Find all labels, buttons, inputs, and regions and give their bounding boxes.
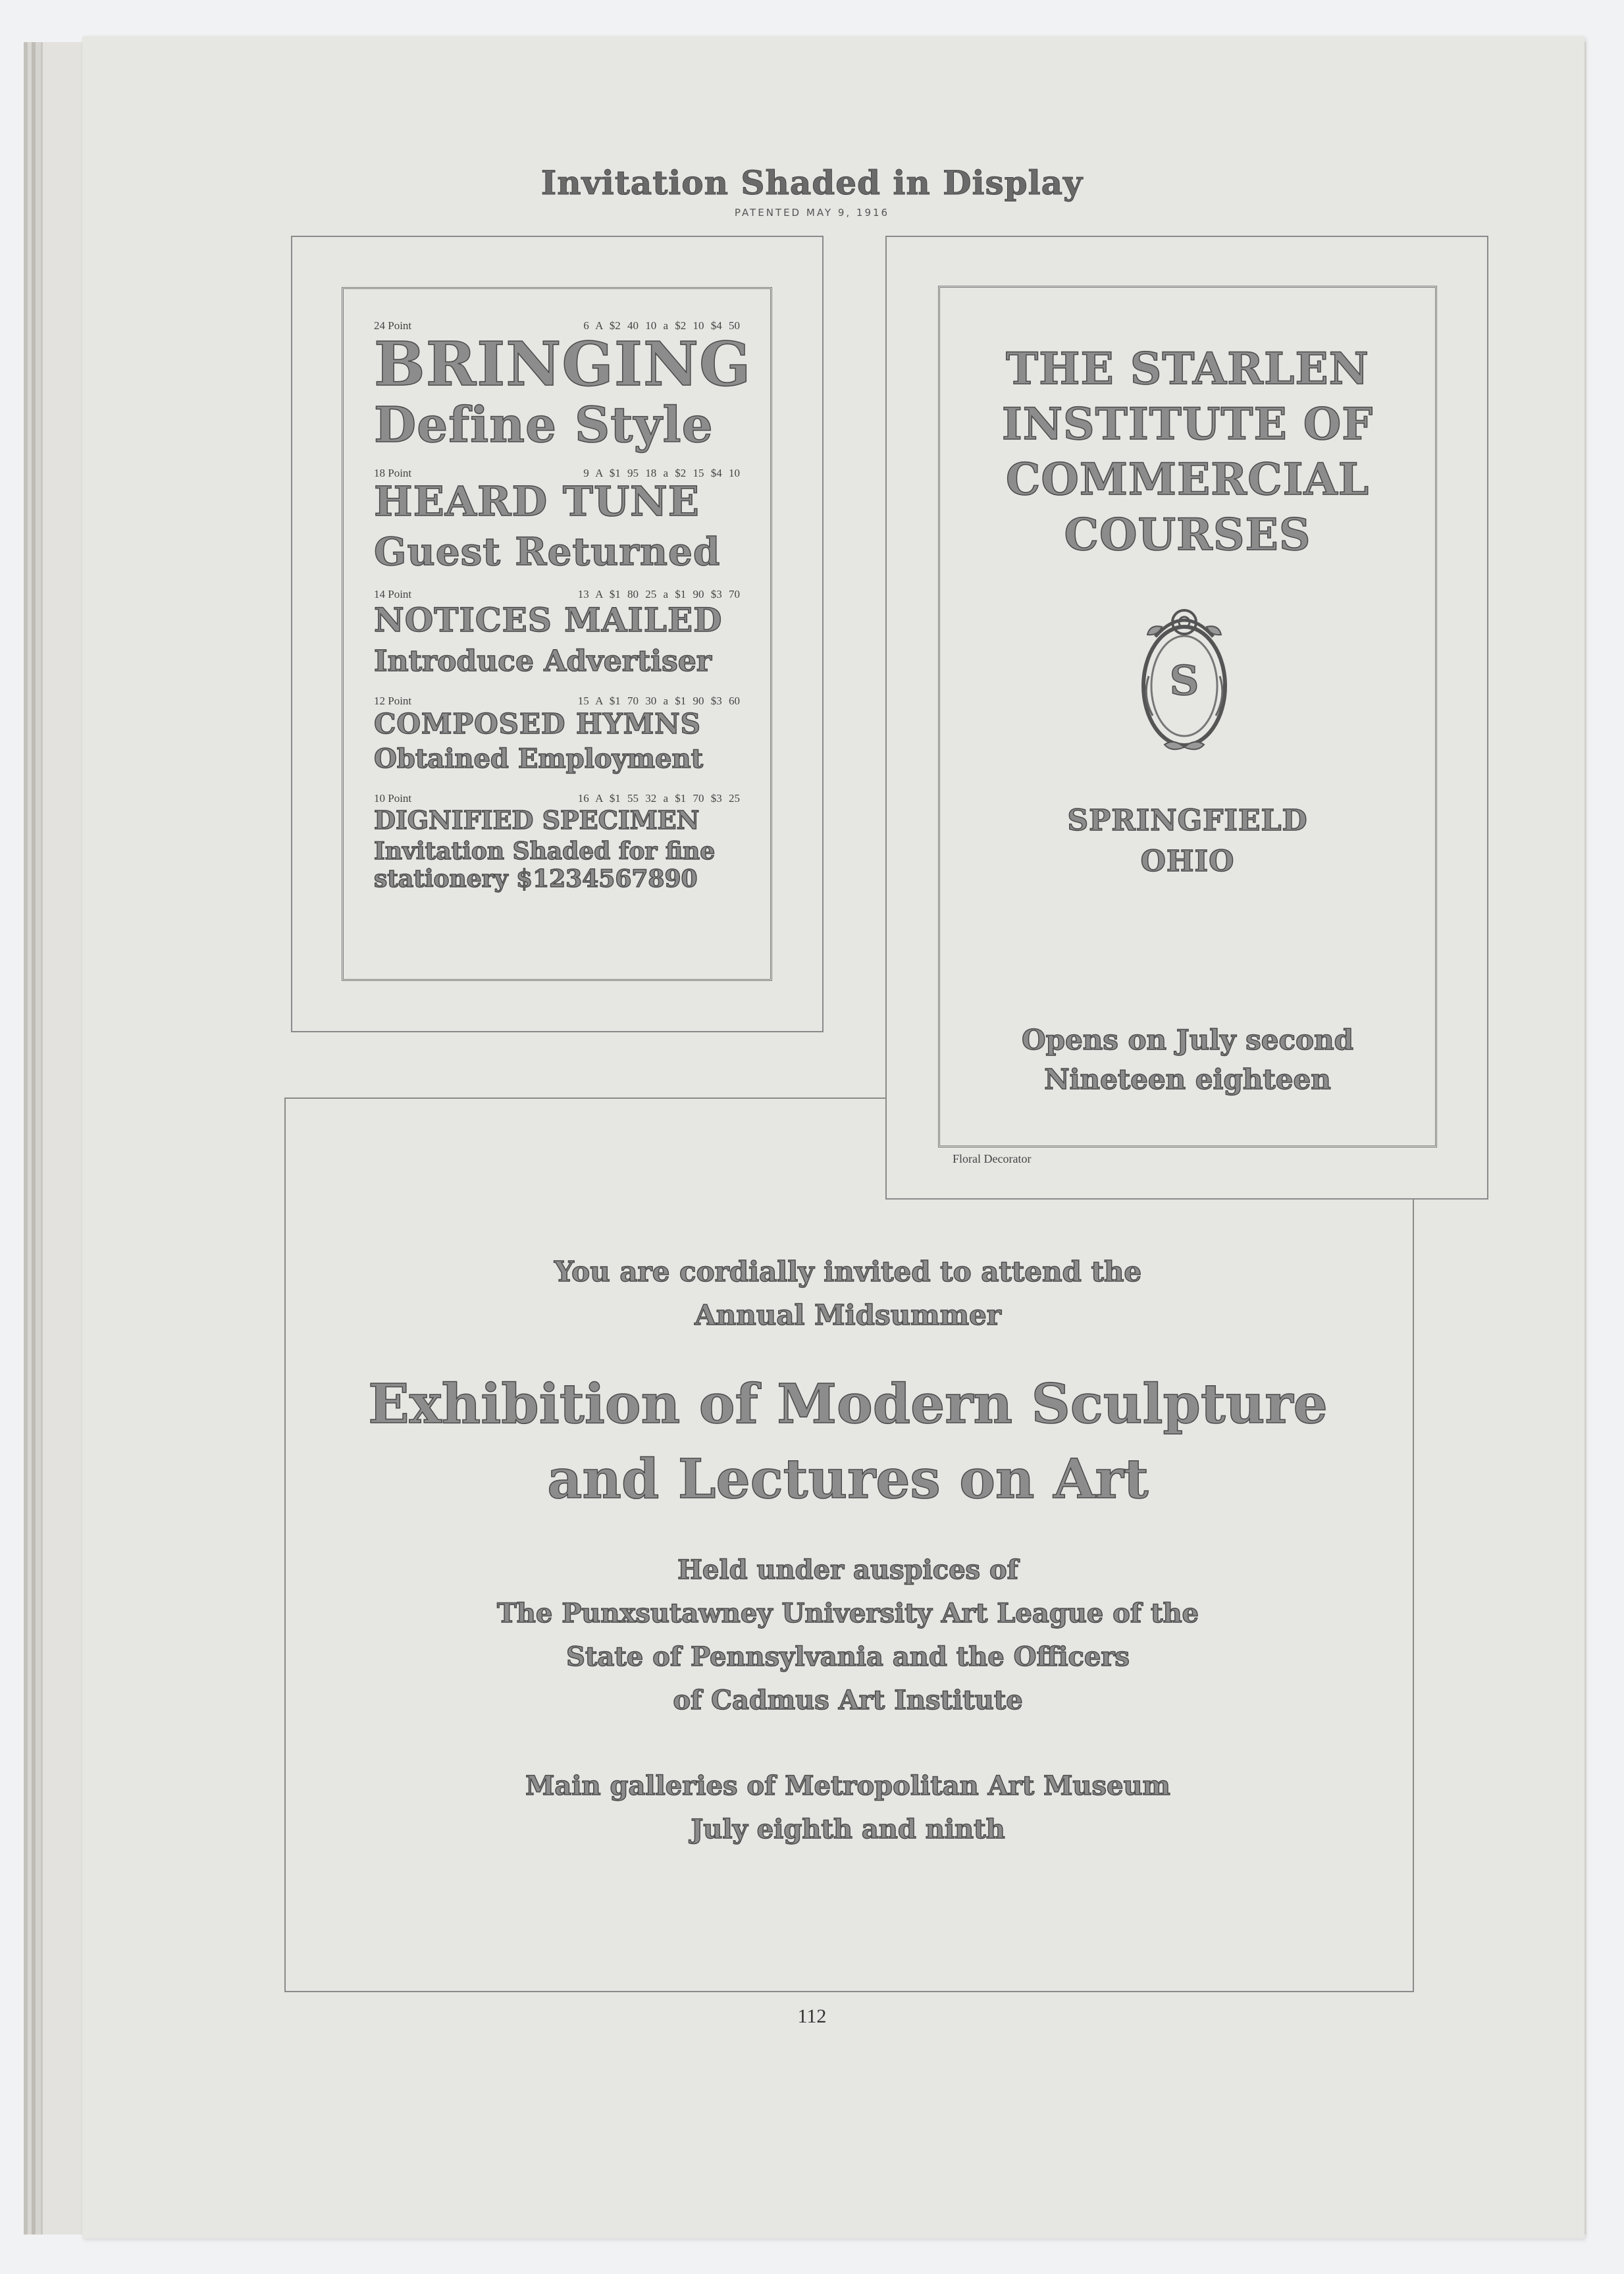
size-meta: 14 Point 13 A $1 80 25 a $1 90 $3 70	[374, 588, 740, 600]
specimen-line: Obtained Employment	[374, 743, 704, 774]
specimen-line: DIGNIFIED SPECIMEN	[374, 805, 700, 835]
institute-name-line: THE STARLEN	[1005, 343, 1370, 394]
invitation-body: of Cadmus Art Institute	[673, 1685, 1023, 1716]
page-number: 112	[797, 2005, 827, 2027]
invitation-body: State of Pennsylvania and the Officers	[566, 1641, 1130, 1672]
institute-name-line: COMMERCIAL	[1005, 454, 1370, 505]
specimen-line: Introduce Advertiser	[374, 645, 712, 678]
size-meta: 24 Point 6 A $2 40 10 a $2 10 $4 50	[374, 319, 740, 332]
opening-date: Opens on July second	[1022, 1024, 1353, 1056]
specimen-line: COMPOSED HYMNS	[374, 708, 701, 740]
institute-state: OHIO	[1140, 845, 1235, 878]
invitation-intro: You are cordially invited to attend the	[554, 1256, 1142, 1288]
institute-frame	[938, 286, 1437, 1148]
emblem-letter: S	[1169, 656, 1199, 704]
invitation-body: The Punxsutawney University Art League of the	[497, 1598, 1199, 1629]
size-meta: 18 Point 9 A $1 95 18 a $2 15 $4 10	[374, 467, 740, 479]
invitation-headline: and Lectures on Art	[547, 1448, 1149, 1511]
size-meta: 10 Point 16 A $1 55 32 a $1 70 $3 25	[374, 792, 740, 805]
specimen-line: NOTICES MAILED	[374, 600, 723, 639]
specimen-line: stationery $1234567890	[374, 865, 698, 893]
specimen-line: HEARD TUNE	[374, 477, 700, 525]
invitation-headline: Exhibition of Modern Sculpture	[368, 1373, 1328, 1436]
specimen-line: Invitation Shaded for fine	[374, 837, 716, 865]
specimen-line: Define Style	[374, 397, 714, 454]
page-title: Invitation Shaded in Display	[540, 163, 1084, 202]
institute-name-line: INSTITUTE OF	[1001, 398, 1374, 450]
specimen-line: Guest Returned	[374, 529, 721, 574]
opening-year: Nineteen eighteen	[1044, 1063, 1331, 1096]
size-meta: 12 Point 15 A $1 70 30 a $1 90 $3 60	[374, 695, 740, 707]
invitation-intro: Annual Midsummer	[694, 1299, 1001, 1331]
institute-city: SPRINGFIELD	[1067, 804, 1308, 837]
institute-name	[940, 343, 1435, 560]
specimen-frame	[342, 287, 772, 981]
ornament-caption: Floral Decorator	[953, 1152, 1032, 1165]
invitation-date: July eighth and ninth	[691, 1814, 1005, 1845]
invitation-body: Held under auspices of	[677, 1554, 1018, 1585]
institute-name-line: COURSES	[1064, 509, 1311, 560]
invitation-panel	[284, 1097, 1414, 1992]
specimen-line: BRINGING	[374, 329, 752, 400]
patent-note: PATENTED MAY 9, 1916	[734, 207, 890, 219]
invitation-venue: Main galleries of Metropolitan Art Museum	[525, 1770, 1170, 1801]
